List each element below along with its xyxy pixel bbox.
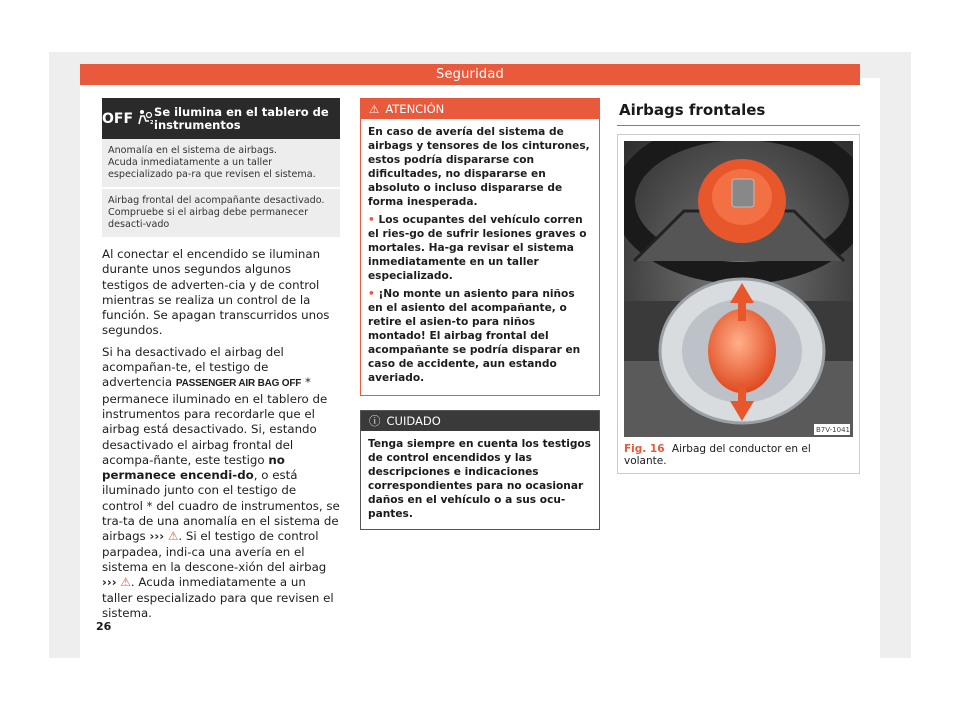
care-text: Tenga siempre en cuenta los testigos de control encendidos y las descripciones e indicaciones correspondientes para no ocasionar daños en el vehículo o a sus ocu-pantes. bbox=[368, 438, 591, 520]
care-title: CUIDADO bbox=[386, 414, 441, 428]
passenger-airbag-off-icon bbox=[136, 109, 154, 129]
attention-bullet-1 bbox=[368, 213, 592, 283]
warning-row-2 bbox=[102, 189, 340, 237]
warning-table-header bbox=[102, 98, 340, 139]
attention-title: ATENCIÓN bbox=[385, 102, 445, 116]
care-header bbox=[361, 411, 599, 431]
warning-triangle-icon: ⚠ bbox=[369, 102, 380, 116]
section-title: Airbags frontales bbox=[617, 98, 860, 126]
warning-row-2-line2: Compruebe si el airbag debe permanecer desacti-vado bbox=[108, 207, 309, 230]
warning-triangle-icon-2: ⚠ bbox=[120, 575, 131, 590]
attention-bullet-2-text: ¡No monte un asiento para niños en el asiento del acompañante, o retire el asien-to para niños montado! El airbag frontal del acompañante se podría disparar en caso de accidente, aun estando averiado. bbox=[368, 288, 581, 384]
passenger-airbag-off-label: PASSENGER AIR BAG OFF bbox=[175, 378, 302, 390]
paragraph-2-d: del cuadro de instrumentos, se tra-ta de una anomalía en el sistema de airbags bbox=[102, 498, 340, 544]
attention-body bbox=[361, 119, 599, 395]
reference-arrows[interactable]: ››› bbox=[149, 529, 165, 544]
paragraph-2-b: permanece iluminado en el tablero de instrumentos para recordarle que el airbag está desactivado. Si, estando desactivado el airbag frontal del acompa-ñante, este testigo bbox=[102, 391, 328, 467]
warning-row-1 bbox=[102, 139, 340, 187]
steering-wheel-airbag-image bbox=[624, 141, 853, 437]
attention-bullet-2 bbox=[368, 287, 592, 385]
bullet-icon: • bbox=[368, 288, 379, 300]
attention-header bbox=[361, 99, 599, 119]
column-left bbox=[102, 98, 340, 627]
warning-row-1-line2: Acuda inmediatamente a un taller especializado pa-ra que revisen el sistema. bbox=[108, 157, 316, 180]
attention-box bbox=[360, 98, 600, 396]
attention-bullet-1-text: Los ocupantes del vehículo corren el ries-go de sufrir lesiones graves o mortales. Ha-ga revisar el sistema inmediatamente en un taller especializado. bbox=[368, 214, 587, 282]
airbag-off-inline-icon: * bbox=[304, 375, 311, 390]
body-text bbox=[102, 247, 340, 621]
paragraph-2-a: Si ha desactivado el airbag del acompañan-te, el testigo de advertencia bbox=[102, 344, 284, 390]
page-header: Seguridad bbox=[80, 64, 860, 85]
column-middle bbox=[360, 98, 600, 530]
indicator-off-label: OFF bbox=[102, 110, 134, 127]
bullet-icon: • bbox=[368, 214, 379, 226]
attention-intro: En caso de avería del sistema de airbags y tensores de los cinturones, estos podría dispararse con dificultades, no dispararse en absoluto o incluso dispararse de forma inesperada. bbox=[368, 126, 590, 208]
paragraph-2-f: . Acuda inmediatamente a un taller especializado para que revisen el sistema. bbox=[102, 575, 334, 620]
page-number: 26 bbox=[96, 620, 112, 633]
warning-row-1-line1: Anomalía en el sistema de airbags. bbox=[108, 145, 277, 156]
warning-table-heading: Se ilumina en el tablero de instrumentos bbox=[154, 104, 329, 132]
info-circle-icon: ⓘ bbox=[369, 414, 381, 428]
figure-caption bbox=[624, 443, 853, 467]
figure-number: Fig. 16 bbox=[624, 443, 665, 455]
care-box bbox=[360, 410, 600, 530]
airbag-control-icon: * bbox=[146, 498, 153, 513]
figure-caption-text: Airbag del conductor en el volante. bbox=[624, 443, 811, 467]
warning-triangle-icon: ⚠ bbox=[167, 529, 179, 544]
indicator-cell bbox=[102, 109, 154, 129]
warning-lights-table bbox=[102, 98, 340, 237]
column-right bbox=[617, 98, 860, 474]
paragraph-2-bold: no permanece encendi-do bbox=[102, 452, 285, 483]
warning-row-2-line1: Airbag frontal del acompañante desactivado. bbox=[108, 195, 325, 206]
reference-arrows-2[interactable]: ››› bbox=[102, 575, 117, 590]
paragraph-1: Al conectar el encendido se iluminan durante unos segundos algunos testigos de adverten-cia y de control mientras se realiza un control de la función. Se apagan transcurridos unos segundos. bbox=[102, 247, 330, 338]
paragraph-2-c: , o está iluminado junto con el testigo de control bbox=[102, 468, 298, 513]
figure-code: B7V-1041 bbox=[816, 426, 850, 434]
paragraph-2-e: . Si el testigo de control parpadea, indi-ca una avería en el sistema en la descone-xión del airbag bbox=[102, 529, 327, 574]
paragraph-2 bbox=[102, 345, 340, 621]
figure bbox=[617, 134, 860, 474]
svg-text:2: 2 bbox=[150, 119, 154, 125]
